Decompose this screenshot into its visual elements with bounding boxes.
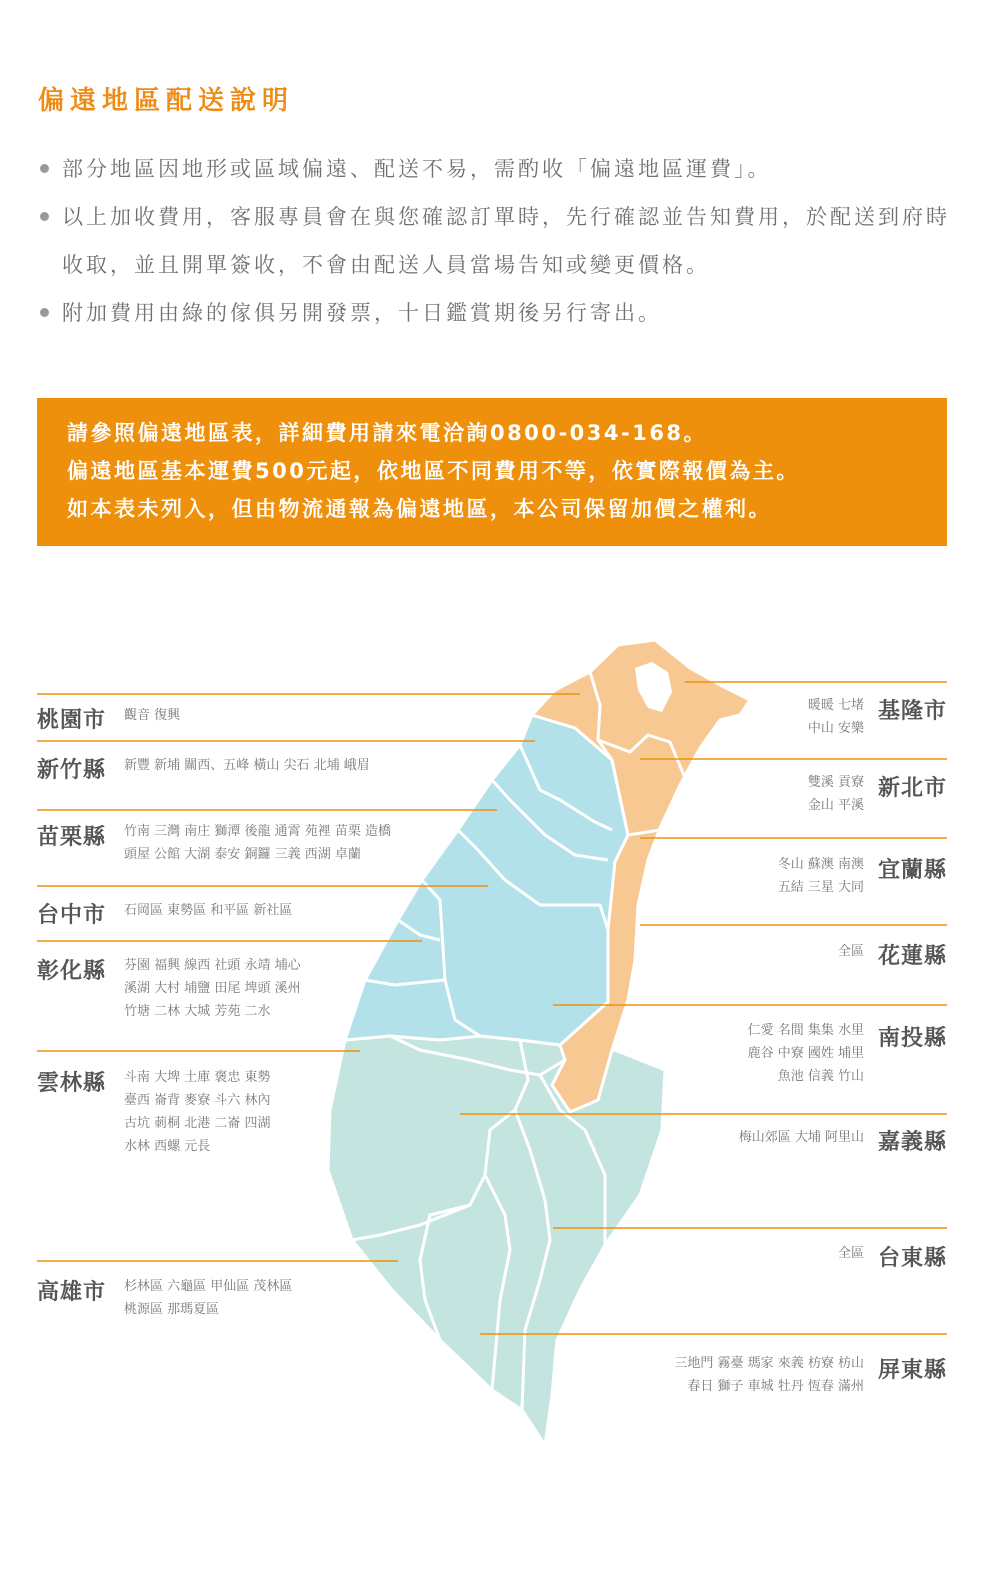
region-towns-nantou: 仁愛 名間 集集 水里 鹿谷 中寮 國姓 埔里 魚池 信義 竹山 (747, 1023, 864, 1084)
region-towns-hsinchu: 新豐 新埔 關西、五峰 橫山 尖石 北埔 峨眉 (124, 758, 370, 773)
region-towns-miaoli: 竹南 三灣 南庄 獅潭 後龍 通霄 苑裡 苗栗 造橋 頭屋 公館 大湖 泰安 銅鑼 三義 西湖 卓蘭 (124, 824, 392, 862)
region-name-keelung: 基隆市 (878, 699, 948, 724)
banner-line: 偏遠地區基本運費500元起，依地區不同費用不等，依實際報價為主。 (67, 459, 800, 483)
map-region-central (345, 715, 628, 1045)
region-towns-yunlin: 斗南 大埤 土庫 褒忠 東勢 臺西 崙背 麥寮 斗六 林內 古坑 莿桐 北港 二崙 四湖 水林 西螺 元長 (124, 1070, 271, 1154)
region-towns-hualien: 全區 (837, 944, 864, 959)
region-name-yilan: 宜蘭縣 (878, 858, 948, 883)
region-name-new-taipei: 新北市 (878, 776, 948, 801)
region-name-hsinchu: 新竹縣 (37, 758, 107, 783)
region-name-taitung: 台東縣 (878, 1246, 948, 1271)
region-name-kaohsiung: 高雄市 (37, 1280, 107, 1305)
banner-line: 請參照偏遠地區表，詳細費用請來電洽詢0800-034-168。 (67, 421, 708, 445)
region-towns-pingtung: 三地門 霧臺 瑪家 來義 枋寮 枋山 春日 獅子 車城 牡丹 恆春 滿州 (674, 1356, 864, 1394)
region-towns-new-taipei: 雙溪 貢寮 金山 平溪 (807, 775, 864, 813)
region-name-hualien: 花蓮縣 (878, 944, 948, 969)
banner-line: 如本表未列入，但由物流通報為偏遠地區，本公司保留加價之權利。 (67, 497, 772, 521)
region-name-pingtung: 屏東縣 (878, 1358, 948, 1383)
page-title: 偏遠地區配送說明 (38, 86, 295, 116)
region-towns-taichung: 石岡區 東勢區 和平區 新社區 (124, 903, 293, 918)
notice-item: 部分地區因地形或區域偏遠、配送不易，需酌收「偏遠地區運費」。 (38, 145, 968, 193)
region-towns-yilan: 冬山 蘇澳 南澳 五結 三星 大同 (777, 857, 864, 895)
region-towns-kaohsiung: 杉林區 六龜區 甲仙區 茂林區 桃源區 那瑪夏區 (124, 1279, 293, 1317)
region-name-changhua: 彰化縣 (37, 959, 107, 984)
region-name-chiayi: 嘉義縣 (878, 1130, 948, 1155)
region-name-nantou: 南投縣 (878, 1026, 948, 1051)
map-region-south (328, 1036, 665, 1445)
region-towns-taoyuan: 觀音 復興 (124, 708, 181, 723)
region-name-taoyuan: 桃園市 (37, 708, 107, 733)
region-towns-taitung: 全區 (837, 1246, 864, 1261)
region-name-taichung: 台中市 (37, 903, 107, 928)
region-name-miaoli: 苗栗縣 (37, 825, 107, 850)
region-name-yunlin: 雲林縣 (37, 1071, 107, 1096)
region-towns-chiayi: 梅山郊區 大埔 阿里山 (738, 1130, 864, 1145)
region-towns-changhua: 芬園 福興 線西 社頭 永靖 埔心 溪湖 大村 埔鹽 田尾 埤頭 溪州 竹塘 二林 大城 芳苑 二水 (124, 958, 301, 1019)
region-towns-keelung: 暖暖 七堵 中山 安樂 (807, 698, 864, 736)
notice-item: 附加費用由綠的傢俱另開發票，十日鑑賞期後另行寄出。 (38, 289, 968, 337)
notice-item: 以上加收費用，客服專員會在與您確認訂單時，先行確認並告知費用，於配送到府時收取，並且開單簽收，不會由配送人員當場告知或變更價格。 (38, 193, 968, 289)
